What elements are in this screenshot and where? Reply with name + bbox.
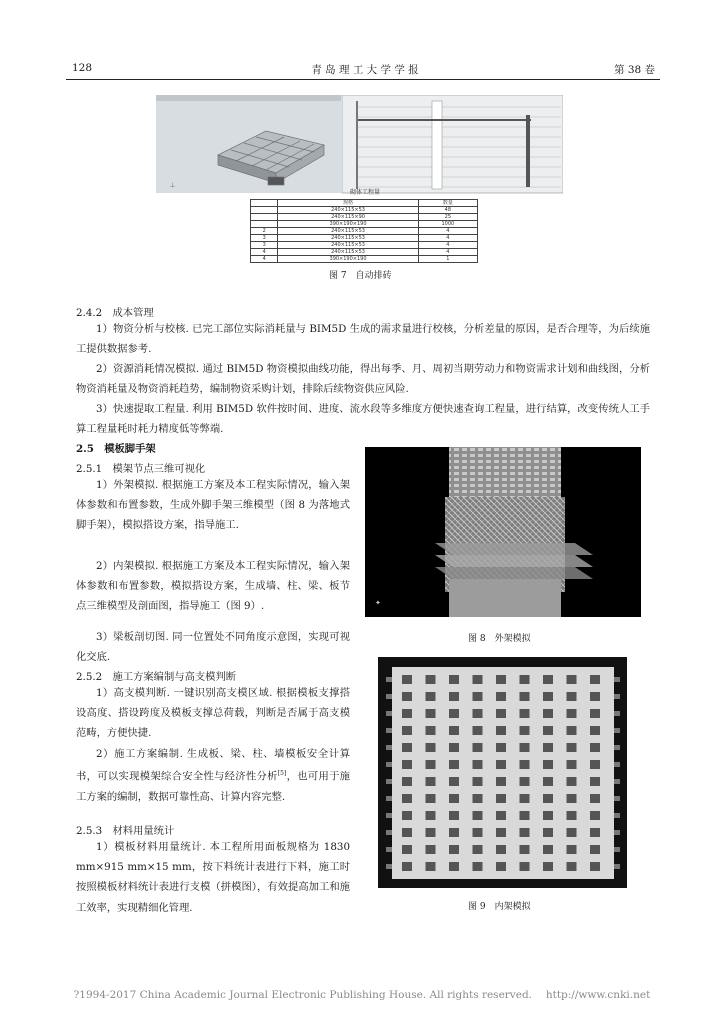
formwork-slot (543, 777, 553, 786)
table-cell: 4 (418, 242, 477, 249)
edge-tie (386, 694, 392, 699)
formwork-slot (590, 760, 600, 769)
formwork-slot (473, 726, 483, 735)
figure-9-image (378, 657, 627, 888)
plan-text-b: ，也可用于施工方案的编制，数据可靠性高、计算内容完整. (76, 770, 351, 803)
formwork-slot (426, 845, 436, 854)
edge-tie (614, 847, 620, 852)
formwork-slot (449, 828, 459, 837)
formwork-slot (426, 743, 436, 752)
figure-9-caption: 图 9 内架模拟 (468, 902, 531, 912)
table-cell: 4 (251, 256, 278, 263)
formwork-slot (426, 760, 436, 769)
formwork-slot (402, 828, 412, 837)
formwork-slot (520, 692, 530, 701)
formwork-slot (426, 675, 436, 684)
edge-tie (386, 711, 392, 716)
formwork-slot (449, 726, 459, 735)
table-cell: 240×115×53 (278, 207, 418, 214)
formwork-slot (402, 709, 412, 718)
formwork-slot (567, 794, 577, 803)
table-row (251, 242, 478, 249)
figure-7-caption: 图 7 自动排砖 (329, 271, 392, 281)
formwork-slot (543, 828, 553, 837)
formwork-slot (520, 726, 530, 735)
section-2-5-heading: 2.5 模板脚手架 (76, 443, 156, 455)
table-cell: 390×190×190 (278, 221, 418, 228)
table-row (251, 235, 478, 242)
formwork-slot (590, 777, 600, 786)
column-line (526, 115, 530, 187)
svg-text:✦: ✦ (375, 599, 381, 607)
table-cell: 4 (251, 249, 278, 256)
formwork-slot (473, 675, 483, 684)
edge-tie (386, 779, 392, 784)
edge-tie (386, 677, 392, 682)
edge-tie (386, 762, 392, 767)
figure-8-caption: 图 8 外架模拟 (468, 634, 531, 644)
formwork-slot (402, 760, 412, 769)
table-row (251, 249, 478, 256)
edge-tie (614, 830, 620, 835)
formwork-slot (402, 743, 412, 752)
svg-text:⊥: ⊥ (170, 182, 176, 189)
table-cell (251, 200, 278, 207)
formwork-slot (567, 692, 577, 701)
formwork-slot (590, 811, 600, 820)
header-rule (66, 79, 660, 80)
table-cell: 240×115×53 (278, 249, 418, 256)
formwork-slot (520, 828, 530, 837)
table-cell: 4 (418, 228, 477, 235)
page-number: 128 (72, 62, 93, 74)
table-cell: 1000 (418, 221, 477, 228)
formwork-slot (520, 675, 530, 684)
formwork-slot (473, 828, 483, 837)
formwork-slot (402, 675, 412, 684)
formwork-slot (426, 794, 436, 803)
edge-tie (386, 864, 392, 869)
formwork-slot (402, 692, 412, 701)
table-cell: 390×190×190 (278, 256, 418, 263)
table-cell: 240×115×53 (278, 242, 418, 249)
figure-8-image (365, 447, 641, 617)
formwork-slot (590, 709, 600, 718)
section-2-4-2-heading: 2.4.2 成本管理 (76, 307, 154, 319)
paragraph-high-formwork: 1）高支模判断. 一键识别高支模区域. 根据模板支撑搭设高度、搭设跨度及模板支撑总荷载，判断是否属于高支模范畴，方便快捷. (76, 687, 350, 740)
edge-tie (614, 728, 620, 733)
edge-tie (614, 677, 620, 682)
formwork-slot (449, 760, 459, 769)
formwork-slot (473, 709, 483, 718)
edge-tie (386, 813, 392, 818)
section-2-5-1-heading: 2.5.1 模架节点三维可视化 (76, 463, 206, 475)
table-cell: 2 (251, 228, 278, 235)
formwork-slot (543, 726, 553, 735)
table-cell: 25 (418, 214, 477, 221)
formwork-slot (567, 760, 577, 769)
table-row (251, 214, 478, 221)
table-row (251, 256, 478, 263)
table-row (251, 228, 478, 235)
formwork-slot (449, 845, 459, 854)
formwork-slot (590, 675, 600, 684)
formwork-slot (496, 692, 506, 701)
formwork-slot (520, 743, 530, 752)
formwork-slot (520, 794, 530, 803)
formwork-slot (590, 692, 600, 701)
formwork-slot (473, 743, 483, 752)
formwork-slot (402, 794, 412, 803)
edge-tie (614, 711, 620, 716)
formwork-slot (449, 777, 459, 786)
formwork-slot (567, 743, 577, 752)
formwork-slot (449, 743, 459, 752)
formwork-slot (543, 760, 553, 769)
formwork-slot (496, 675, 506, 684)
edge-tie (386, 830, 392, 835)
paragraph-quantity-extraction: 3）快速提取工程量. 利用 BIM5D 软件按时间、进度、流水段等多维度方便快速查询工程量，进行结算，改变传统人工手算工程量耗时耗力精度低等弊端. (76, 403, 650, 436)
paragraph-resource-simulation: 2）资源消耗情况模拟. 通过 BIM5D 物资模拟曲线功能，得出每季、月、周初当期劳动力和物资需求计划和曲线图，分析物资消耗量及物资消耗趋势，编制物资采购计划，排除后续物资供应风险. (76, 363, 650, 396)
fig7-table-title: 砌体工程量 (350, 189, 381, 196)
formwork-slot (473, 692, 483, 701)
formwork-slot (567, 862, 577, 871)
table-cell: 3 (251, 235, 278, 242)
formwork-slot (496, 811, 506, 820)
formwork-slot (543, 794, 553, 803)
edge-tie (614, 694, 620, 699)
citation-ref: [5] (277, 770, 287, 778)
opening (432, 101, 442, 189)
formwork-slot (449, 675, 459, 684)
formwork-slot (567, 675, 577, 684)
formwork-slot (426, 811, 436, 820)
table-row (251, 200, 478, 207)
formwork-slot (496, 760, 506, 769)
formwork-slot (590, 726, 600, 735)
edge-tie (386, 745, 392, 750)
formwork-slot (567, 726, 577, 735)
table-cell: 1 (418, 256, 477, 263)
edge-tie (614, 762, 620, 767)
formwork-slot (426, 692, 436, 701)
figure-8 (365, 447, 641, 617)
formwork-slot (590, 743, 600, 752)
formwork-slot (543, 845, 553, 854)
formwork-slot (449, 794, 459, 803)
formwork-slot (543, 675, 553, 684)
formwork-slot (496, 828, 506, 837)
paragraph-exterior-scaffold: 1）外架模拟. 根据施工方案及本工程实际情况，输入架体参数和布置参数，生成外脚手架三维模型（图 8 为落地式脚手架），模拟搭设方案，指导施工. (76, 479, 350, 532)
volume-label: 第 38 卷 (614, 64, 656, 76)
table-cell (251, 214, 278, 221)
formwork-slot (449, 692, 459, 701)
tower-base (449, 579, 561, 617)
paragraph-material-statistics: 1）模板材料用量统计. 本工程所用面板规格为 1830 mm×915 mm×15 mm，按下料统计表进行下料，施工时按照模板材料统计表进行支模（拼模图），有效提高加工和施工效率，实现精细化管理. (76, 841, 350, 914)
paragraph-interior-scaffold: 2）内架模拟. 根据施工方案及本工程实际情况，输入架体参数和布置参数，模拟搭设方案，生成墙、柱、梁、板节点三维模型及剖面图，指导施工（图 9）. (76, 560, 350, 613)
formwork-slot (402, 811, 412, 820)
figure-9 (378, 657, 627, 888)
edge-tie (614, 813, 620, 818)
formwork-slot (496, 743, 506, 752)
table-cell: 数量 (418, 200, 477, 207)
formwork-slot (402, 726, 412, 735)
table-cell: 240×115×53 (278, 228, 418, 235)
journal-title: 青 岛 理 工 大 学 学 报 (311, 64, 419, 76)
formwork-slot (426, 828, 436, 837)
formwork-slot (520, 777, 530, 786)
formwork-slot (426, 726, 436, 735)
formwork-slot (449, 811, 459, 820)
table-cell: 4 (418, 249, 477, 256)
brick-quantity-table (250, 199, 478, 263)
formwork-slot (520, 760, 530, 769)
table-cell: 规格 (278, 200, 418, 207)
formwork-slot (543, 862, 553, 871)
formwork-slot (590, 794, 600, 803)
formwork-slot (426, 862, 436, 871)
formwork-slot (473, 760, 483, 769)
formwork-slot (590, 845, 600, 854)
section-2-5-2-heading: 2.5.2 施工方案编制与高支模判断 (76, 671, 237, 683)
formwork-slot (520, 862, 530, 871)
table-cell: 3 (251, 242, 278, 249)
formwork-slot (449, 709, 459, 718)
formwork-slot (520, 845, 530, 854)
edge-tie (614, 864, 620, 869)
edge-tie (614, 779, 620, 784)
formwork-slot (567, 845, 577, 854)
formwork-slot (426, 709, 436, 718)
table-row (251, 221, 478, 228)
edge-tie (386, 796, 392, 801)
formwork-slot (449, 862, 459, 871)
formwork-slot (402, 777, 412, 786)
formwork-slot (473, 845, 483, 854)
formwork-slot (543, 709, 553, 718)
edge-tie (614, 796, 620, 801)
formwork-slot (496, 862, 506, 871)
formwork-slot (473, 777, 483, 786)
formwork-slot (567, 828, 577, 837)
table-cell (251, 207, 278, 214)
formwork-slot (590, 828, 600, 837)
table-cell: 240×115×90 (278, 214, 418, 221)
formwork-slot (520, 709, 530, 718)
formwork-slot (567, 777, 577, 786)
formwork-slot (543, 811, 553, 820)
table-row (251, 207, 478, 214)
formwork-slot (543, 743, 553, 752)
formwork-slot (426, 777, 436, 786)
figure-7 (156, 95, 563, 262)
table-cell: 240×115×53 (278, 235, 418, 242)
formwork-slot (402, 845, 412, 854)
formwork-slot (496, 709, 506, 718)
formwork-slot (473, 811, 483, 820)
paragraph-construction-plan (76, 744, 350, 807)
formwork-slot (520, 811, 530, 820)
formwork-slot (402, 862, 412, 871)
table-cell: 48 (418, 207, 477, 214)
copyright-footer: ?1994-2017 China Academic Journal Electronic Publishing House. All rights reserved. http://www.cnki.net (73, 989, 651, 1001)
formwork-slot (567, 709, 577, 718)
formwork-slot (473, 862, 483, 871)
scaffold-platform-1 (435, 543, 593, 555)
table-cell (251, 221, 278, 228)
formwork-slot (496, 794, 506, 803)
formwork-slot (496, 726, 506, 735)
formwork-slot (473, 794, 483, 803)
edge-tie (614, 745, 620, 750)
formwork-slot (496, 777, 506, 786)
formwork-slot (543, 692, 553, 701)
scaffold-platform-3 (435, 567, 593, 579)
paragraph-beam-section: 3）梁板剖切图. 同一位置处不同角度示意图，实现可视化交底. (76, 631, 350, 664)
formwork-slot (496, 845, 506, 854)
paragraph-material-analysis: 1）物资分析与校核. 已完工部位实际消耗量与 BIM5D 生成的需求量进行校核，分析差量的原因，是否合理等，为后续施工提供数据参考. (76, 323, 650, 356)
plan-text-a: 2）施工方案编制. 生成板、梁、柱、墙模板安全计算书，可以实现模架综合安全性与经济性分析 (76, 748, 350, 783)
formwork-slot (567, 811, 577, 820)
table-cell: 4 (418, 235, 477, 242)
edge-tie (386, 847, 392, 852)
edge-tie (386, 728, 392, 733)
scaffold-platform-2 (435, 555, 593, 567)
formwork-slot (590, 862, 600, 871)
section-2-5-3-heading: 2.5.3 材料用量统计 (76, 825, 175, 837)
